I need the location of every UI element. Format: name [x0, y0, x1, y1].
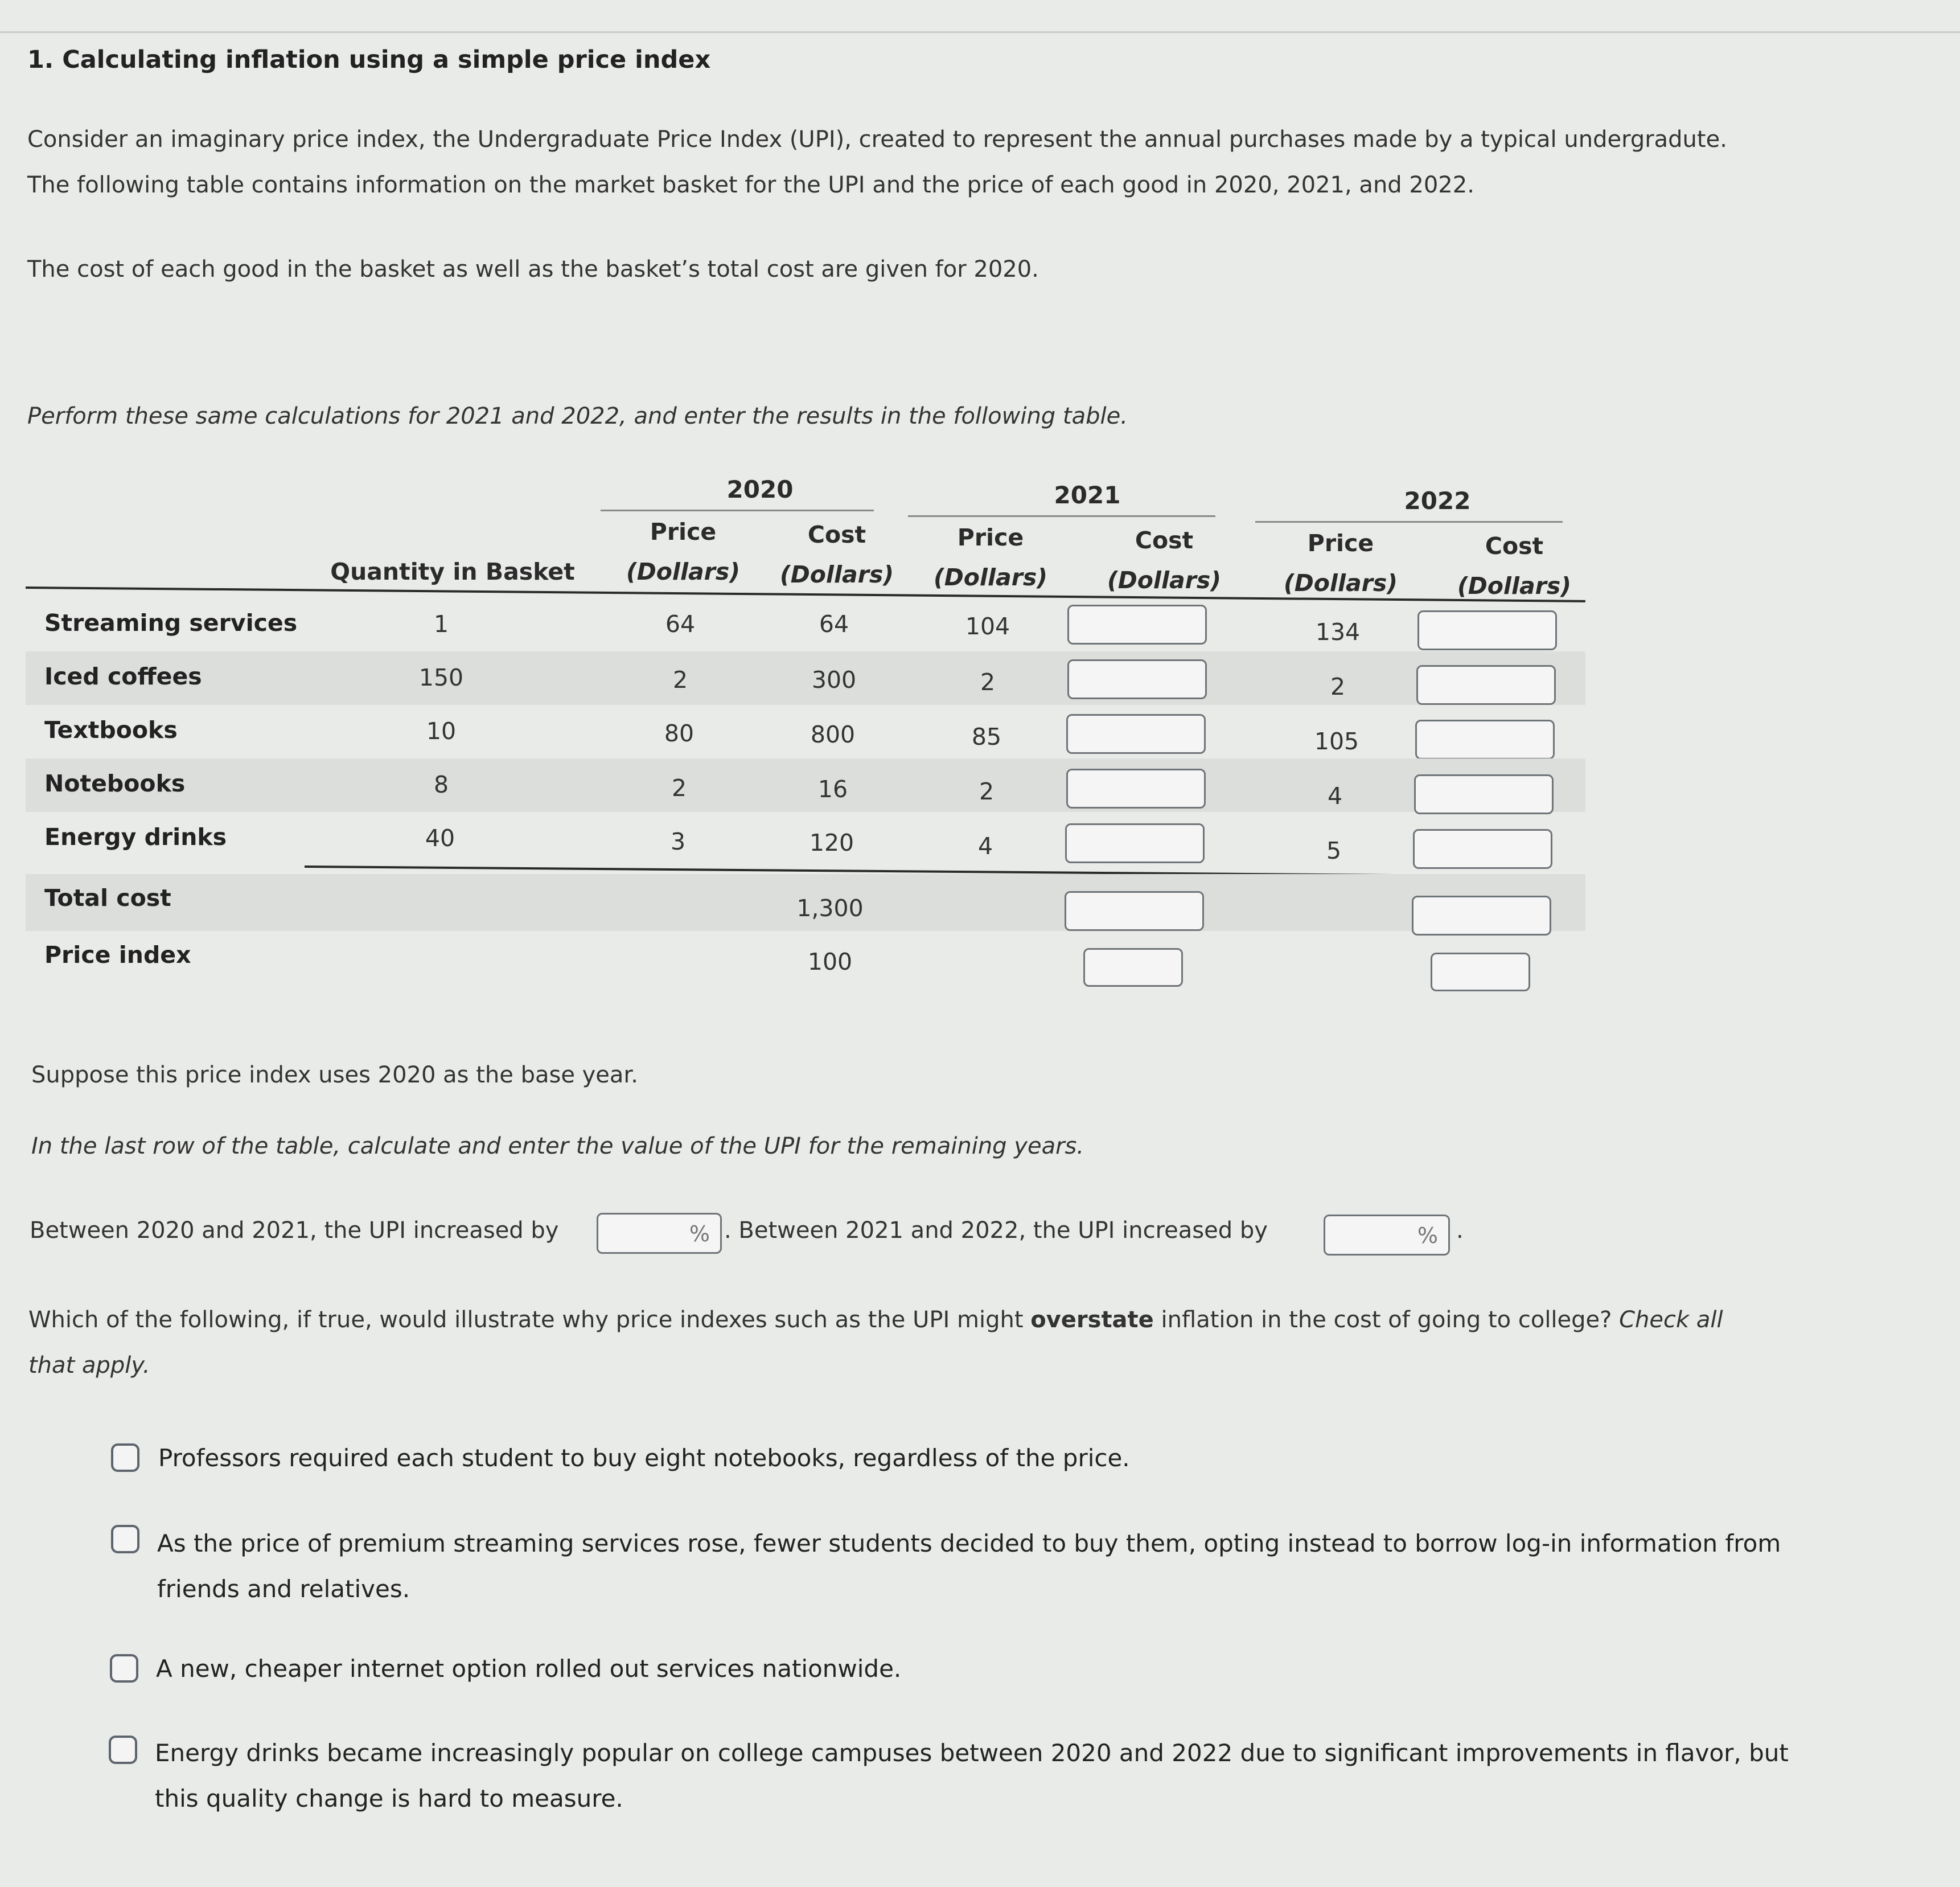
price-header-2021: Price (Dollars) — [933, 524, 1048, 591]
price-2021-cell: 2 — [979, 778, 995, 805]
price-index-2022-input[interactable] — [1431, 953, 1530, 991]
price-header-2020: Price (Dollars) — [626, 518, 741, 585]
year-header-2021: 2021 — [1054, 481, 1121, 509]
cost-2020-cell: 300 — [811, 666, 857, 694]
option-label-2[interactable]: As the price of premium streaming services rose, fewer students decided to buy them, opting instead to borrow log-in information from — [157, 1529, 1781, 1557]
year-header-2022: 2022 — [1404, 487, 1471, 515]
price-index-2021-input[interactable] — [1083, 948, 1183, 987]
option-label-1[interactable]: Professors required each student to buy eight notebooks, regardless of the price. — [158, 1444, 1130, 1472]
option-checkbox-3[interactable] — [110, 1654, 138, 1683]
option-label-4-cont[interactable]: this quality change is hard to measure. — [155, 1785, 623, 1812]
cost-2021-input[interactable] — [1066, 714, 1206, 754]
quantity-cell: 150 — [418, 664, 464, 691]
total-cost-2022-input[interactable] — [1412, 896, 1551, 936]
row-label: Notebooks — [44, 770, 186, 797]
cost-2020-cell: 800 — [810, 721, 856, 748]
row-label: Textbooks — [44, 716, 178, 744]
table-instruction: Perform these same calculations for 2021 and 2022, and enter the results in the following table. — [27, 403, 1128, 429]
cost-2022-input[interactable] — [1415, 720, 1555, 760]
cost-2021-input[interactable] — [1065, 823, 1205, 863]
price-2022-cell: 134 — [1315, 618, 1361, 646]
table-row — [26, 598, 1585, 651]
table-row — [26, 758, 1585, 812]
cost-2022-input[interactable] — [1416, 665, 1556, 705]
quantity-cell: 1 — [433, 610, 449, 638]
top-divider — [0, 31, 1960, 33]
price-2022-cell: 4 — [1327, 782, 1343, 810]
year-underline-2022 — [1255, 521, 1563, 523]
increase-text-2: . Between 2021 and 2022, the UPI increased by — [724, 1217, 1268, 1244]
price-2022-cell: 105 — [1314, 728, 1359, 755]
quantity-cell: 8 — [433, 771, 449, 798]
increase-text-end: . — [1456, 1217, 1464, 1244]
row-label: Streaming services — [44, 609, 298, 637]
increase-2022-input[interactable]: % — [1324, 1215, 1450, 1256]
year-header-2020: 2020 — [726, 475, 794, 503]
year-underline-2021 — [908, 515, 1215, 517]
option-checkbox-1[interactable] — [111, 1443, 139, 1472]
row-label: Iced coffees — [44, 663, 202, 690]
option-checkbox-4[interactable] — [109, 1736, 137, 1764]
price-index-table — [26, 467, 1585, 1014]
intro-line-2: The following table contains information on the market basket for the UPI and the price of each good in 2020, 2021, and 2022. — [27, 172, 1474, 198]
row-label: Energy drinks — [44, 823, 227, 851]
cost-2021-input[interactable] — [1067, 659, 1207, 699]
year-underline-2020 — [601, 510, 874, 511]
price-2021-cell: 104 — [965, 613, 1010, 640]
price-2021-cell: 2 — [980, 668, 996, 696]
cost-2020-cell: 120 — [809, 829, 854, 856]
last-row-instruction: In the last row of the table, calculate and enter the value of the UPI for the remaining years. — [31, 1133, 1084, 1159]
price-2020-cell: 3 — [670, 828, 686, 855]
cost-header-2022: Cost (Dollars) — [1457, 532, 1572, 600]
cost-header-2020: Cost (Dollars) — [779, 521, 894, 588]
question-title: 1. Calculating inflation using a simple price index — [27, 46, 711, 74]
increase-2021-input[interactable]: % — [597, 1213, 722, 1254]
option-checkbox-2[interactable] — [111, 1525, 139, 1553]
quantity-cell: 40 — [425, 824, 455, 852]
price-2021-cell: 85 — [971, 723, 1002, 750]
price-2020-cell: 2 — [671, 774, 687, 802]
price-index-row — [26, 931, 1585, 988]
table-row — [26, 812, 1585, 865]
quantity-header: Quantity in Basket — [330, 558, 575, 585]
total-cost-2020: 1,300 — [796, 895, 864, 922]
price-2021-cell: 4 — [977, 832, 993, 860]
price-header-2022: Price (Dollars) — [1283, 530, 1398, 597]
cost-2020-cell: 64 — [819, 610, 849, 638]
price-index-2020: 100 — [807, 948, 853, 975]
total-cost-row — [26, 874, 1585, 931]
quantity-cell: 10 — [426, 717, 457, 745]
total-cost-label: Total cost — [44, 884, 171, 912]
option-label-3[interactable]: A new, cheaper internet option rolled out services nationwide. — [156, 1655, 902, 1683]
intro-line-1: Consider an imaginary price index, the Undergraduate Price Index (UPI), created to represent the annual purchases made by a typical undergradute. — [27, 126, 1727, 153]
cost-header-2021: Cost (Dollars) — [1107, 527, 1222, 594]
price-2022-cell: 2 — [1330, 673, 1346, 700]
price-2020-cell: 64 — [665, 610, 696, 638]
price-2020-cell: 80 — [664, 720, 695, 747]
cost-2022-input[interactable] — [1417, 610, 1557, 650]
table-row — [26, 705, 1585, 758]
cost-2022-input[interactable] — [1414, 774, 1554, 814]
cost-2021-input[interactable] — [1067, 605, 1207, 645]
price-2022-cell: 5 — [1326, 837, 1342, 864]
total-cost-2021-input[interactable] — [1065, 891, 1204, 931]
table-row — [26, 651, 1585, 705]
price-index-label: Price index — [44, 941, 191, 969]
question-text: Which of the following, if true, would illustrate why price indexes such as the UPI might overstate inflation in the cost of going to college? Check all — [28, 1307, 1723, 1333]
option-label-2-cont[interactable]: friends and relatives. — [157, 1575, 410, 1603]
base-year-text: Suppose this price index uses 2020 as the base year. — [31, 1062, 638, 1088]
question-text-cont: that apply. — [28, 1352, 150, 1379]
option-label-4[interactable]: Energy drinks became increasingly popular on college campuses between 2020 and 2022 due to significant improvements in flavor, but — [155, 1739, 1789, 1767]
intro-line-3: The cost of each good in the basket as well as the basket’s total cost are given for 2020. — [27, 256, 1039, 282]
cost-2020-cell: 16 — [817, 776, 848, 803]
cost-2021-input[interactable] — [1066, 769, 1206, 809]
increase-text-1: Between 2020 and 2021, the UPI increased by — [30, 1217, 559, 1244]
price-2020-cell: 2 — [672, 666, 688, 694]
cost-2022-input[interactable] — [1413, 829, 1552, 869]
